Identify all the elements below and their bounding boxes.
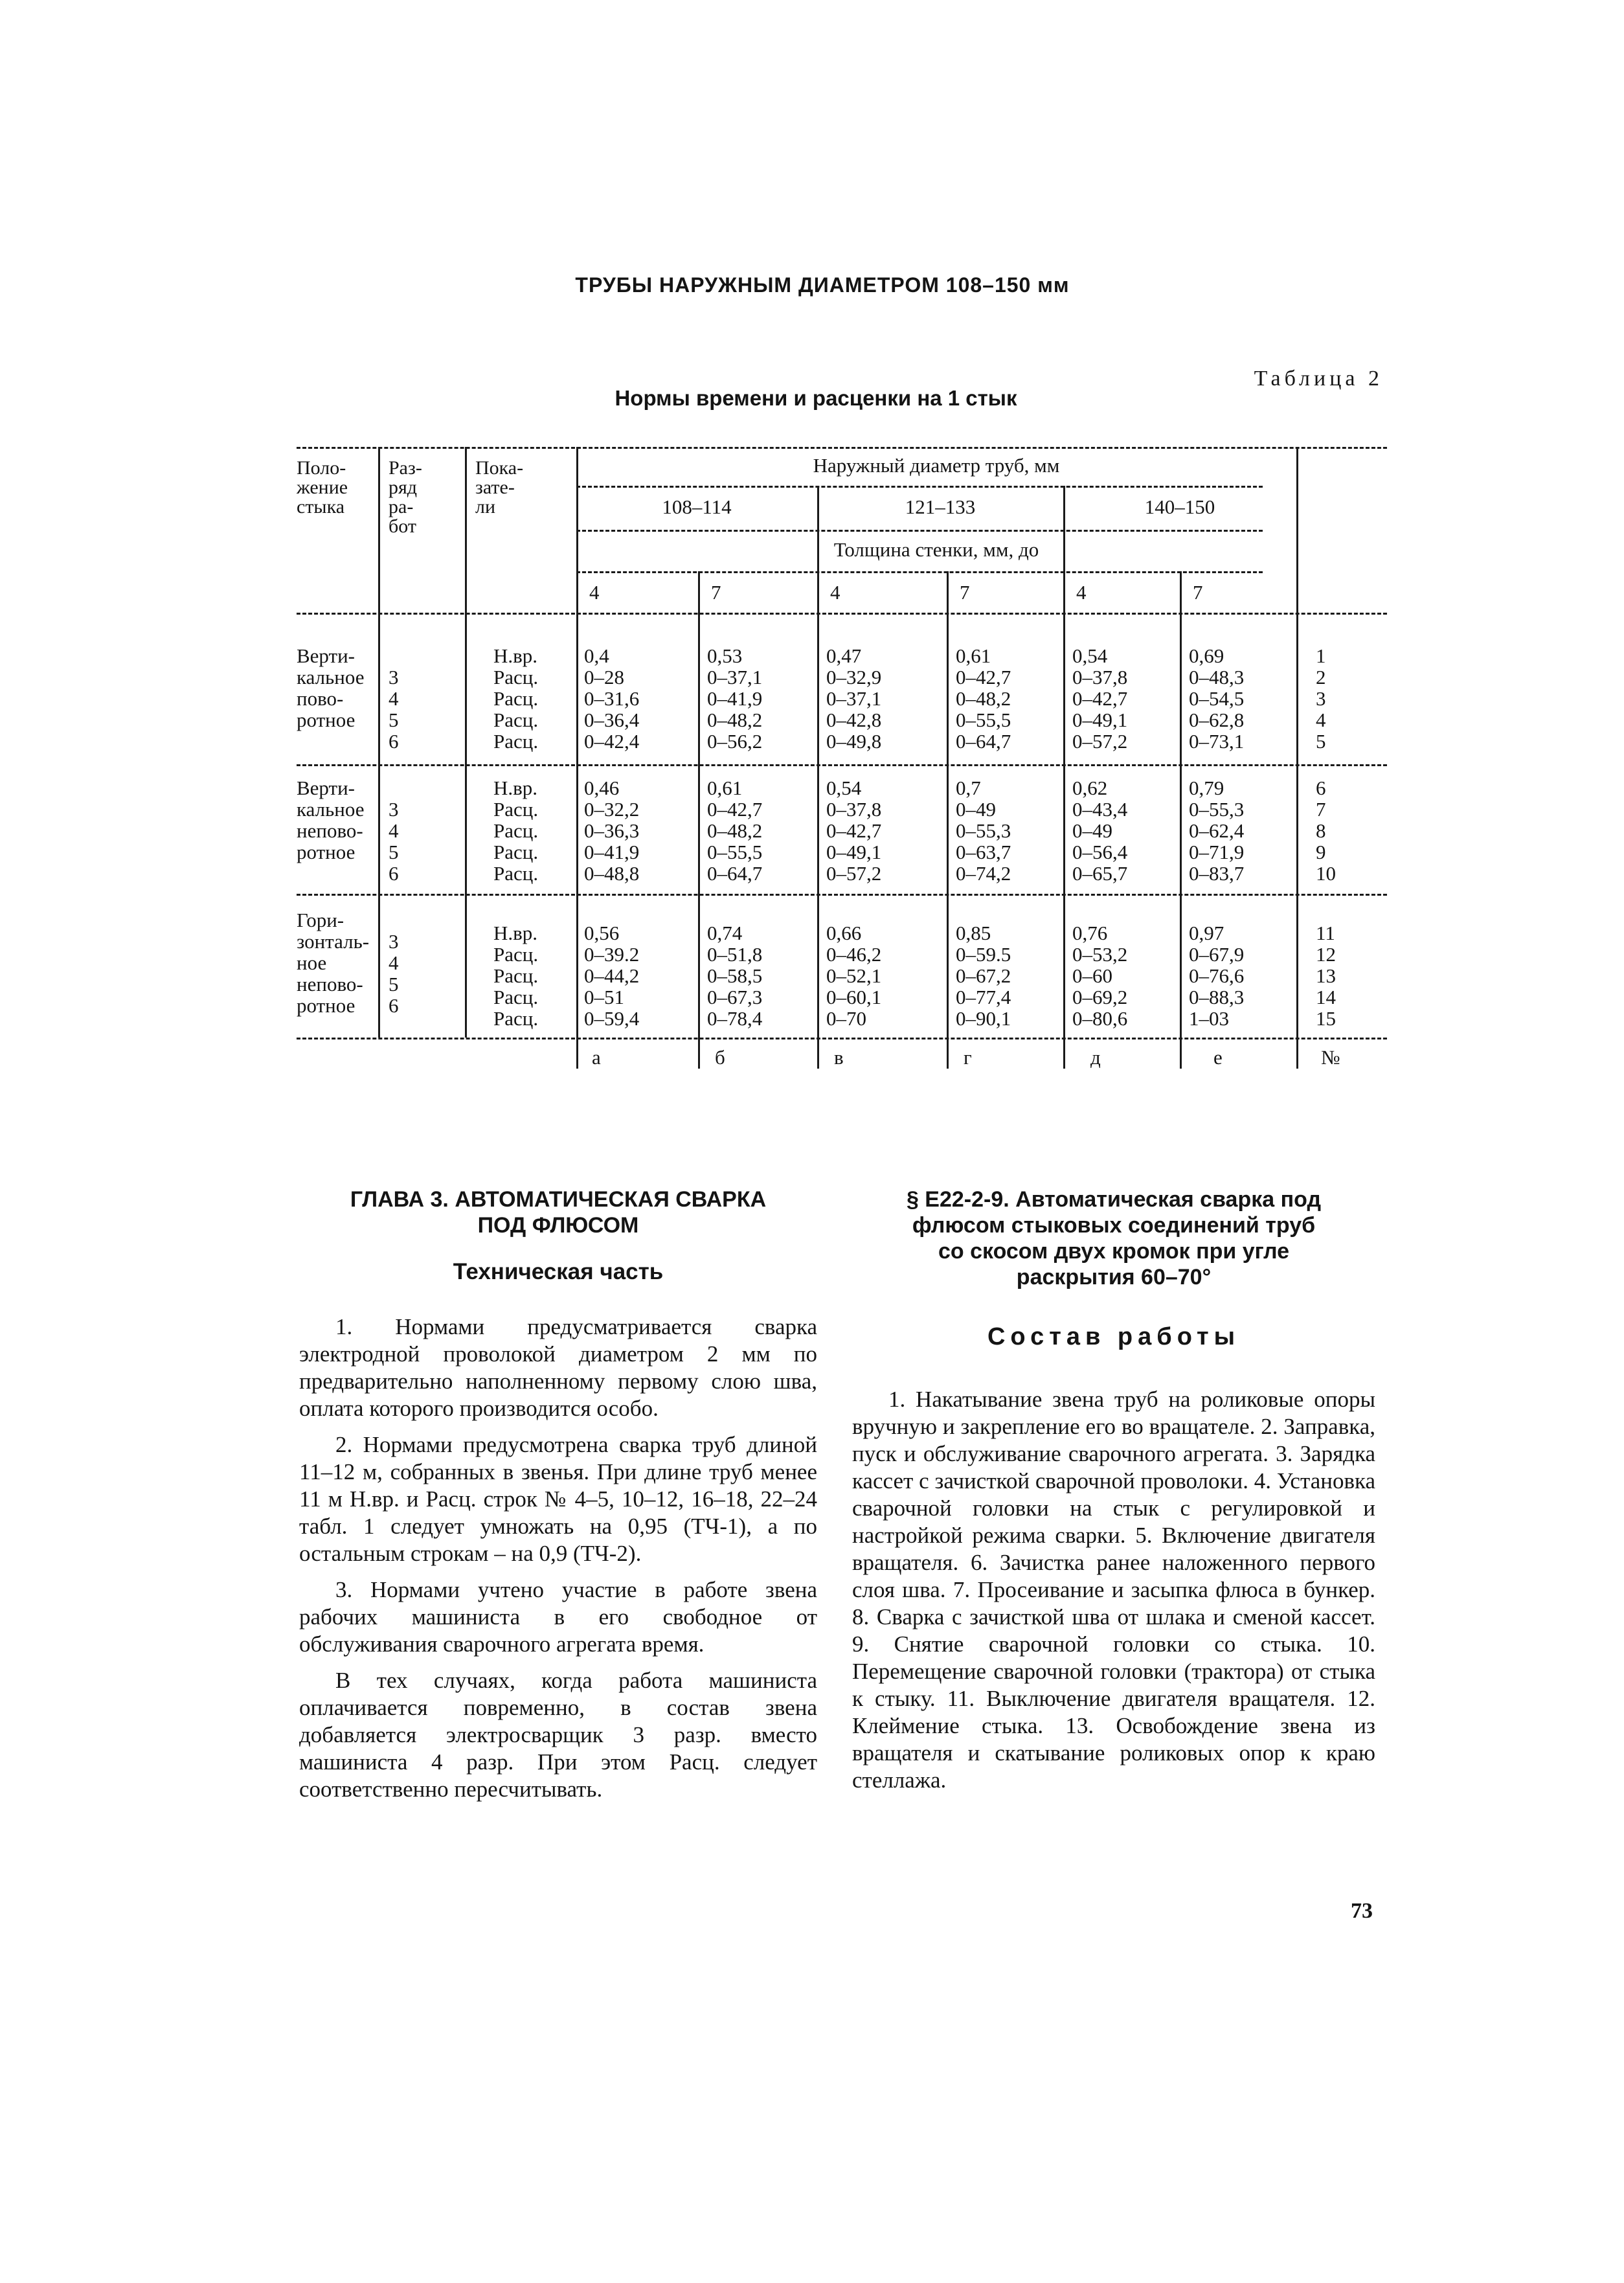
norms-table [293,447,1393,1114]
group-2-col-e: 0,79 0–55,3 0–62,4 0–71,9 0–83,7 [1189,777,1245,885]
column-letter-number: № [1321,1046,1340,1069]
section-title: § Е22-2-9. Автоматическая сварка под флюсом стыковых соединений труб со скосом двух кромок при угле раскрытия 60–70° [906,1187,1322,1289]
thickness-a: 4 [589,581,600,604]
col-header-position: Поло- жение стыка [297,457,348,517]
col-header-indicators: Пока- зате- ли [475,457,524,517]
paragraph-2: 2. Нормами предусмотрена сварка труб длиной 11–12 м, собранных в звенья. При длине труб менее 11 м Н.вр. и Расц. строк № 4–5, 10–12, 16–18, 22–24 табл. 1 следует умножать на 0,95 (ТЧ-1), а по остальным строкам – на 0,9 (ТЧ-2). [299,1432,817,1566]
group-2-col-a: 0,46 0–32,2 0–36,3 0–41,9 0–48,8 [584,777,640,885]
thickness-b: 7 [711,581,721,604]
diameter-121-133: 121–133 [905,495,976,518]
column-letter-b: б [715,1046,725,1069]
column-letter-v: в [834,1046,844,1069]
group-2-col-v: 0,54 0–37,8 0–42,7 0–49,1 0–57,2 [826,777,882,885]
paragraph-1: 1. Нормами предусматривается сварка электродной проволокой диаметром 2 мм по предварительно наполненному первому слою шва, оплата которого производится особо. [299,1314,817,1421]
group-2-indicators: Н.вр. Расц. Расц. Расц. Расц. [493,777,539,885]
group-2-grades: 3 4 5 6 [389,798,399,885]
group-3-row-numbers: 11 12 13 14 15 [1316,922,1336,1030]
group-2-col-g: 0,7 0–49 0–55,3 0–63,7 0–74,2 [956,777,1011,885]
group-3-position: Гори- зонталь- ное непово- ротное [297,909,370,1017]
diameter-108-114: 108–114 [662,495,732,518]
page-header: ТРУБЫ НАРУЖНЫМ ДИАМЕТРОМ 108–150 мм [575,273,1070,297]
work-composition-title: Состав работы [987,1323,1241,1350]
group-1-col-a: 0,4 0–28 0–31,6 0–36,4 0–42,4 [584,644,640,753]
group-1-col-v: 0,47 0–32,9 0–37,1 0–42,8 0–49,8 [826,644,882,753]
table-title: Нормы времени и расценки на 1 стык [615,386,1017,410]
chapter-title: ГЛАВА 3. АВТОМАТИЧЕСКАЯ СВАРКА ПОД ФЛЮСОМ [350,1187,767,1238]
group-3-col-d: 0,76 0–53,2 0–60 0–69,2 0–80,6 [1072,922,1128,1030]
group-2-row-numbers: 6 7 8 9 10 [1316,777,1336,885]
group-2-position: Верти- кальное непово- ротное [297,777,365,863]
group-1-col-g: 0,61 0–42,7 0–48,2 0–55,5 0–64,7 [956,644,1011,753]
technical-part-subtitle: Техническая часть [453,1259,664,1284]
group-3-col-b: 0,74 0–51,8 0–58,5 0–67,3 0–78,4 [707,922,763,1030]
group-3-col-a: 0,56 0–39.2 0–44,2 0–51 0–59,4 [584,922,640,1030]
group-3-col-e: 0,97 0–67,9 0–76,6 0–88,3 1–03 [1189,922,1245,1030]
col-header-grade: Раз- ряд ра- бот [389,457,422,537]
group-1-col-d: 0,54 0–37,8 0–42,7 0–49,1 0–57,2 [1072,644,1128,753]
thickness-d: 4 [1076,581,1087,604]
column-letter-g: г [964,1046,972,1069]
group-2-col-b: 0,61 0–42,7 0–48,2 0–55,5 0–64,7 [707,777,763,885]
group-1-col-e: 0,69 0–48,3 0–54,5 0–62,8 0–73,1 [1189,644,1245,753]
group-1-col-b: 0,53 0–37,1 0–41,9 0–48,2 0–56,2 [707,644,763,753]
group-1-position: Верти- кальное пово- ротное [297,644,365,731]
column-letter-e: е [1213,1046,1223,1069]
right-column [852,1187,1375,1803]
wall-thickness-header: Толщина стенки, мм, до [833,538,1039,561]
column-letter-d: д [1090,1046,1101,1069]
thickness-v: 4 [830,581,840,604]
column-letter-a: а [592,1046,601,1069]
page-number: 73 [1351,1899,1373,1923]
group-3-col-v: 0,66 0–46,2 0–52,1 0–60,1 0–70 [826,922,882,1030]
diameter-140-150: 140–150 [1144,495,1215,518]
thickness-e: 7 [1193,581,1203,604]
group-1-indicators: Н.вр. Расц. Расц. Расц. Расц. [493,644,539,753]
table-label: Таблица 2 [1254,367,1383,391]
group-3-col-g: 0,85 0–59.5 0–67,2 0–77,4 0–90,1 [956,922,1011,1030]
col-header-outer-diameter: Наружный диаметр труб, мм [813,454,1060,477]
paragraph-3: 3. Нормами учтено участие в работе звена рабочих машиниста в его свободное от обслуживания сварочного агрегата время. [299,1577,817,1657]
paragraph-4: В тех случаях, когда работа машиниста оплачивается повременно, в состав звена добавляется электросварщик 3 разр. вместо машиниста 4 разр. При этом Расц. следует соответственно пересчитывать. [299,1668,817,1802]
group-1-grades: 3 4 5 6 [389,666,399,753]
group-1-row-numbers: 1 2 3 4 5 [1316,644,1326,753]
group-3-indicators: Н.вр. Расц. Расц. Расц. Расц. [493,922,539,1030]
left-column [299,1187,817,1812]
group-2-col-d: 0,62 0–43,4 0–49 0–56,4 0–65,7 [1072,777,1128,885]
work-composition-text: 1. Накатывание звена труб на роликовые опоры вручную и закрепление его во вращателе. 2. Заправка, пуск и обслуживание сварочного агрегата. 3. Зарядка кассет с зачисткой сварочной проволоки. 4. Установка сварочной головки на стык с регулировкой и настройкой режима сварки. 5. Включение двигателя вращателя. 6. Зачистка ранее наложенного первого слоя шва. 7. Просеивание и засыпка флюса в бункер. 8. Сварка с зачисткой шва от шлака и сменой кассет. 9. Снятие сварочной головки со стыка. 10. Перемещение сварочной головки (трактора) от стыка к стыку. 11. Выключение двигателя вращателя. 12. Клеймение стыка. 13. Освобождение звена из вращателя и скатывание роликовых опор к краю стеллажа. [852,1387,1375,1793]
group-3-grades: 3 4 5 6 [389,930,399,1017]
thickness-g: 7 [960,581,970,604]
